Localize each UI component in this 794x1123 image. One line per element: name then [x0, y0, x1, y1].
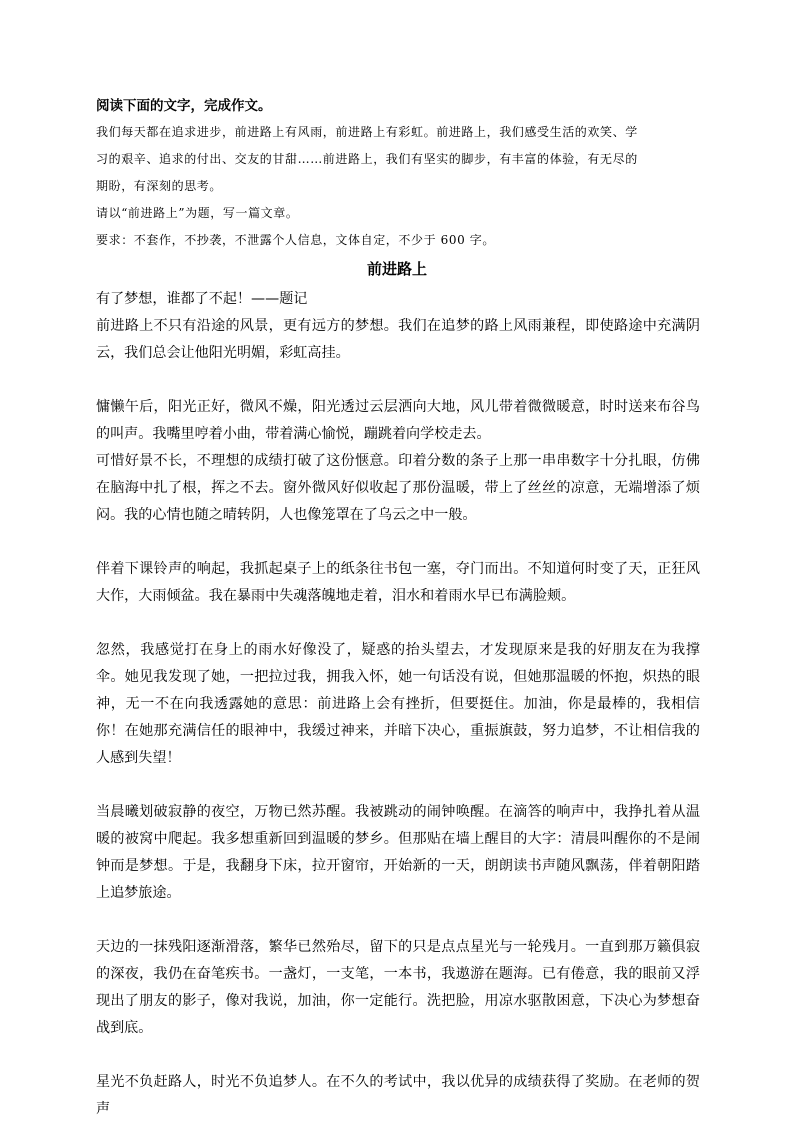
prompt-instruction: 请以“前进路上”为题，写一篇文章。 — [96, 206, 299, 220]
essay-paragraph: 天边的一抹残阳逐渐滑落，繁华已然殆尽，留下的只是点点星光与一轮残月。一直到那万籁俱寂的深夜，我仍在奋笔疾书。一盏灯，一支笔，一本书，我遨游在题海。已有倦意，我的眼前又浮现出了朋友的影子，像对我说，加油，你一定能行。洗把脸，用凉水驱散困意，下决心为梦想奋战到底。 — [96, 939, 700, 1036]
prompt-line: 期盼，有深刻的思考。 — [96, 179, 223, 193]
prompt-heading: 阅读下面的文字，完成作文。 — [96, 98, 272, 114]
prompt-requirements: 要求：不套作，不抄袭，不泄露个人信息，文体自定，不少于 600 字。 — [96, 233, 495, 247]
essay-paragraph: 星光不负赶路人，时光不负追梦人。在不久的考试中，我以优异的成绩获得了奖励。在老师的贺声 — [96, 1074, 700, 1117]
essay-paragraph: 可惜好景不长，不理想的成绩打破了这份惬意。印着分数的条子上那一串串数字十分扎眼，仿佛在脑海中扎了根，挥之不去。窗外微风好似收起了那份温暖，带上了丝丝的凉意，无端增添了烦闷。我的心情也随之晴转阴，人也像笼罩在了乌云之中一般。 — [96, 453, 700, 523]
writing-prompt — [96, 96, 706, 254]
prompt-line: 习的艰辛、追求的付出、交友的甘甜……前进路上，我们有坚实的脚步，有丰富的体验，有无尽的 — [96, 152, 638, 166]
essay-paragraph: 伴着下课铃声的响起，我抓起桌子上的纸条往书包一塞，夺门而出。不知道何时变了天，正狂风大作，大雨倾盆。我在暴雨中失魂落魄地走着，泪水和着雨水早已布满脸颊。 — [96, 561, 700, 604]
essay-epigraph: 有了梦想，谁都了不起！——题记 — [96, 291, 308, 307]
essay-paragraph: 前进路上不只有沿途的风景，更有远方的梦想。我们在追梦的路上风雨兼程，即使路途中充满阴云，我们总会让他阳光明媚，彩虹高挂。 — [96, 318, 700, 361]
essay-title: 前进路上 — [366, 260, 427, 278]
essay-paragraph: 忽然，我感觉打在身上的雨水好像没了，疑惑的抬头望去，才发现原来是我的好朋友在为我撑伞。她见我发现了她，一把拉过我，拥我入怀，她一句话没有说，但她那温暖的怀抱，炽热的眼神，无一不在向我透露她的意思：前进路上会有挫折，但要挺住。加油，你是最棒的，我相信你！在她那充满信任的眼神中，我缓过神来，并暗下决心，重振旗鼓，努力追梦，不让相信我的人感到失望！ — [96, 642, 700, 766]
essay-body — [96, 286, 700, 1123]
essay-paragraph: 当晨曦划破寂静的夜空，万物已然苏醒。我被跳动的闹钟唤醒。在滴答的响声中，我挣扎着从温暖的被窝中爬起。我多想重新回到温暖的梦乡。但那贴在墙上醒目的大字：清晨叫醒你的不是闹钟而是梦想。于是，我翻身下床，拉开窗帘，开始新的一天，朗朗读书声随风飘荡，伴着朝阳踏上追梦旅途。 — [96, 804, 700, 901]
prompt-line: 我们每天都在追求进步，前进路上有风雨，前进路上有彩虹。前进路上，我们感受生活的欢笑、学 — [96, 125, 638, 139]
essay-paragraph: 慵懒午后，阳光正好，微风不燥，阳光透过云层洒向大地，风儿带着微微暖意，时时送来布谷鸟的叫声。我嘴里哼着小曲，带着满心愉悦，蹦跳着向学校走去。 — [96, 399, 700, 442]
